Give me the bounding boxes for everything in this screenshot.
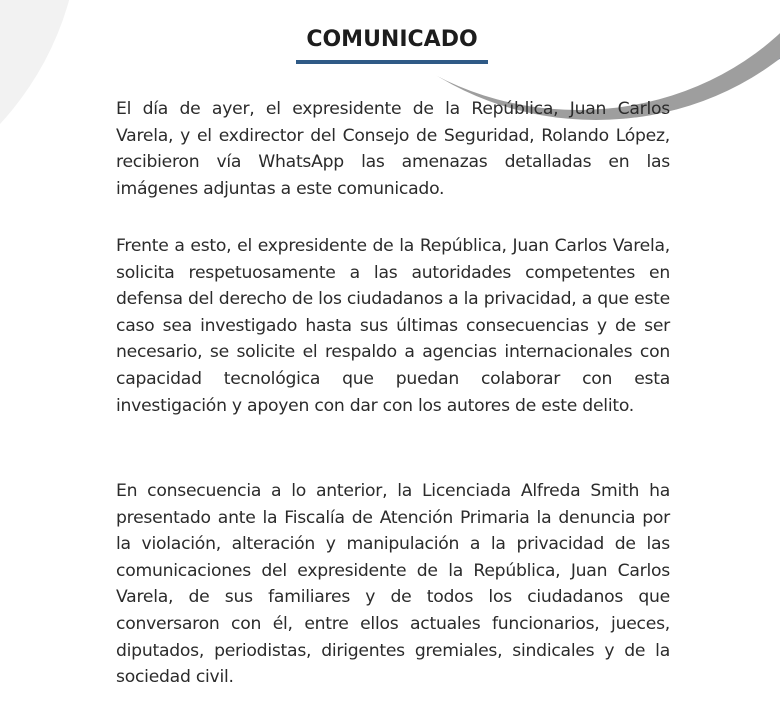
corner-decoration-bottom-left-mask — [0, 528, 52, 728]
corner-decoration-top-left — [0, 0, 80, 220]
paragraph-3: En consecuencia a lo anterior, la Licenciada Alfreda Smith ha presentado ante la Fiscalía de Atención Primaria la denuncia por la violación, alteración y manipulación a la privacidad de las comunicaciones del expresidente de la República, Juan Carlos Varela, de sus familiares y de todos los ciudadanos que conversaron con él, entre ellos actuales funcionarios, jueces, diputados, periodistas, dirigentes gremiales, sindicales y de la sociedad civil. — [116, 481, 670, 688]
title-block — [296, 26, 488, 64]
title-underline — [296, 60, 488, 64]
paragraph-2: Frente a esto, el expresidente de la República, Juan Carlos Varela, solicita respetuosamente a las autoridades competentes en defensa del derecho de los ciudadanos a la privacidad, a que este caso sea investigado hasta sus últimas consecuencias y de ser necesario, se solicite el respaldo a agencias internacionales con capacidad tecnológica que puedan colaborar con esta investigación y apoyen con dar con los autores de este delito. — [116, 236, 670, 416]
document-title: COMUNICADO — [306, 27, 478, 52]
paragraph-1: El día de ayer, el expresidente de la República, Juan Carlos Varela, y el exdirector del Consejo de Seguridad, Rolando López, recibieron vía WhatsApp las amenazas detalladas en las imágenes adjuntas a este comunicado. — [116, 99, 670, 199]
